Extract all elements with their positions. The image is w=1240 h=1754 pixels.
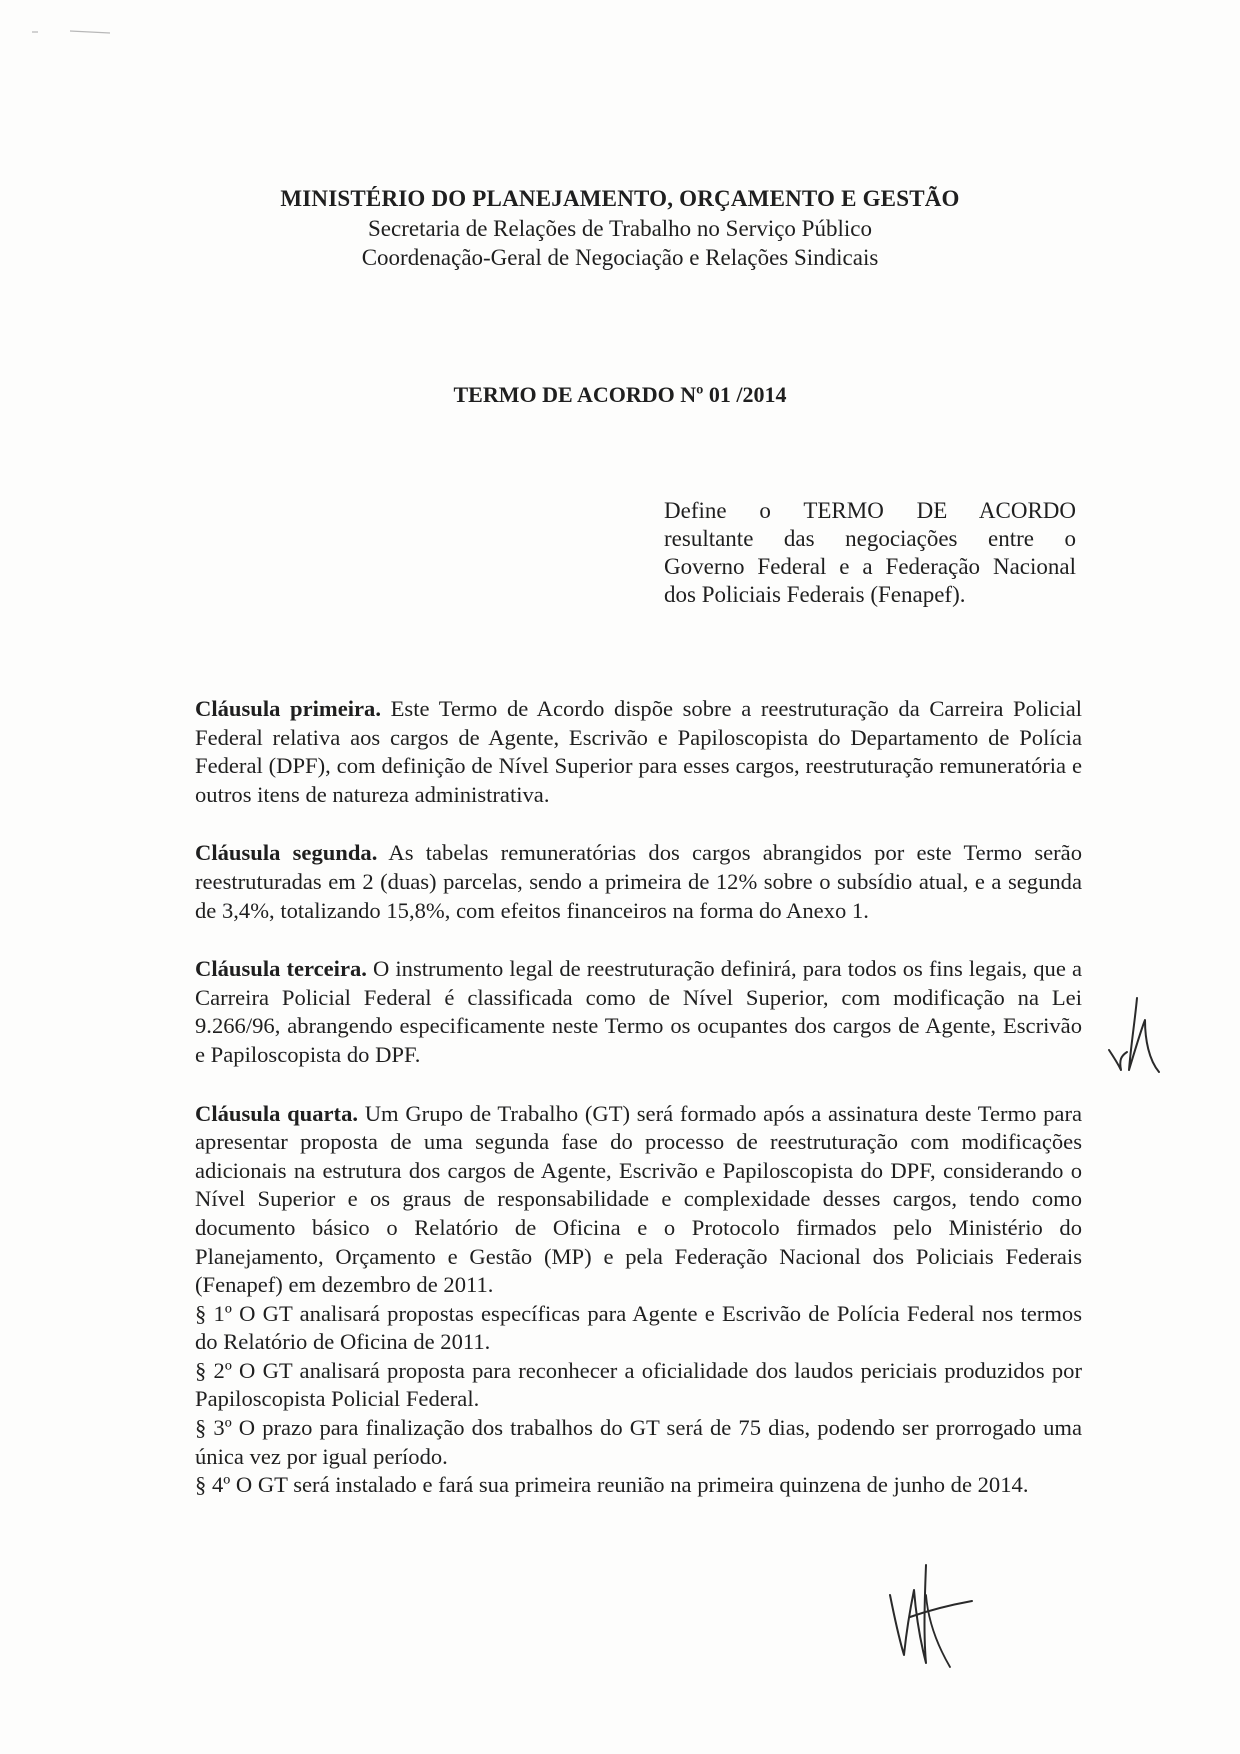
secretariat-name: Secretaria de Relações de Trabalho no Serviço Público bbox=[368, 216, 872, 241]
clause-text: O instrumento legal de reestruturação definirá, para todos os fins legais, que a Carreira Policial Federal é classificada como de Nível Superior, com modificação na Lei 9.266/96, abrangendo especificamente neste Termo os ocupantes dos cargos de Agente, Escrivão e Papiloscopista do DPF. bbox=[195, 956, 1082, 1067]
ementa-line: dos Policiais Federais (Fenapef). bbox=[664, 582, 966, 607]
letterhead bbox=[230, 184, 1010, 272]
ementa-line: resultante das negociações entre o bbox=[664, 526, 1076, 551]
ministry-name: MINISTÉRIO DO PLANEJAMENTO, ORÇAMENTO E GESTÃO bbox=[280, 186, 960, 211]
document-title: TERMO DE ACORDO Nº 01 /2014 bbox=[453, 382, 787, 407]
ementa-line: Define o TERMO DE ACORDO bbox=[664, 498, 1076, 523]
document-body bbox=[195, 695, 1082, 1500]
bottom-initials-signature bbox=[880, 1555, 980, 1675]
coordination-name: Coordenação-Geral de Negociação e Relações Sindicais bbox=[361, 245, 879, 270]
clause-text: As tabelas remuneratórias dos cargos abrangidos por este Termo serão reestruturadas em 2 (duas) parcelas, sendo a primeira de 12% sobre o subsídio atual, e a segunda de 3,4%, totalizando 15,8%, com efeitos financeiros na forma do Anexo 1. bbox=[195, 840, 1083, 923]
clause-fourth bbox=[195, 1100, 1082, 1500]
clause-label: Cláusula segunda. bbox=[195, 840, 378, 866]
clause-second bbox=[195, 839, 1082, 925]
clause-paragraph-3: § 3º O prazo para finalização dos trabalhos do GT será de 75 dias, podendo ser prorrogado uma única vez por igual período. bbox=[195, 1415, 1082, 1469]
clause-label: Cláusula primeira. bbox=[195, 696, 381, 721]
clause-label: Cláusula quarta. bbox=[195, 1100, 359, 1126]
ementa bbox=[664, 497, 1076, 609]
clause-paragraph-2: § 2º O GT analisará proposta para reconhecer a oficialidade dos laudos periciais produzidos por Papiloscopista Policial Federal. bbox=[195, 1357, 1082, 1412]
ementa-line: Governo Federal e a Federação Nacional bbox=[664, 554, 1076, 579]
scan-mark bbox=[30, 26, 120, 38]
clause-fourth-body bbox=[195, 1100, 1082, 1300]
clause-label: Cláusula terceira. bbox=[195, 956, 367, 982]
clause-text: Um Grupo de Trabalho (GT) será formado após a assinatura deste Termo para apresentar proposta de uma segunda fase do processo de reestruturação com modificações adicionais na estrutura dos cargos de Agente, Escrivão e Papiloscopista do DPF, considerando o Nível Superior e os graus de responsabilidade e complexidade desses cargos, tendo como documento básico o Relatório de Oficina e o Protocolo firmados pelo Ministério do Planejamento, Orçamento e Gestão (MP) e pela Federação Nacional dos Policiais Federais (Fenapef) em dezembro de 2011. bbox=[195, 1100, 1082, 1298]
clause-paragraph-4: § 4º O GT será instalado e fará sua primeira reunião na primeira quinzena de junho de 2014. bbox=[195, 1472, 1029, 1498]
clause-text: Este Termo de Acordo dispõe sobre a reestruturação da Carreira Policial Federal relativa aos cargos de Agente, Escrivão e Papiloscopista do Departamento de Polícia Federal (DPF), com definição de Nível Superior para esses cargos, reestruturação remuneratória e outros itens de natureza administrativa. bbox=[195, 696, 1082, 807]
clause-paragraph-1: § 1º O GT analisará propostas específicas para Agente e Escrivão de Polícia Federal nos termos do Relatório de Oficina de 2011. bbox=[195, 1300, 1082, 1355]
margin-initials-signature bbox=[1105, 990, 1165, 1090]
clause-first bbox=[195, 695, 1082, 809]
clause-third bbox=[195, 955, 1082, 1069]
